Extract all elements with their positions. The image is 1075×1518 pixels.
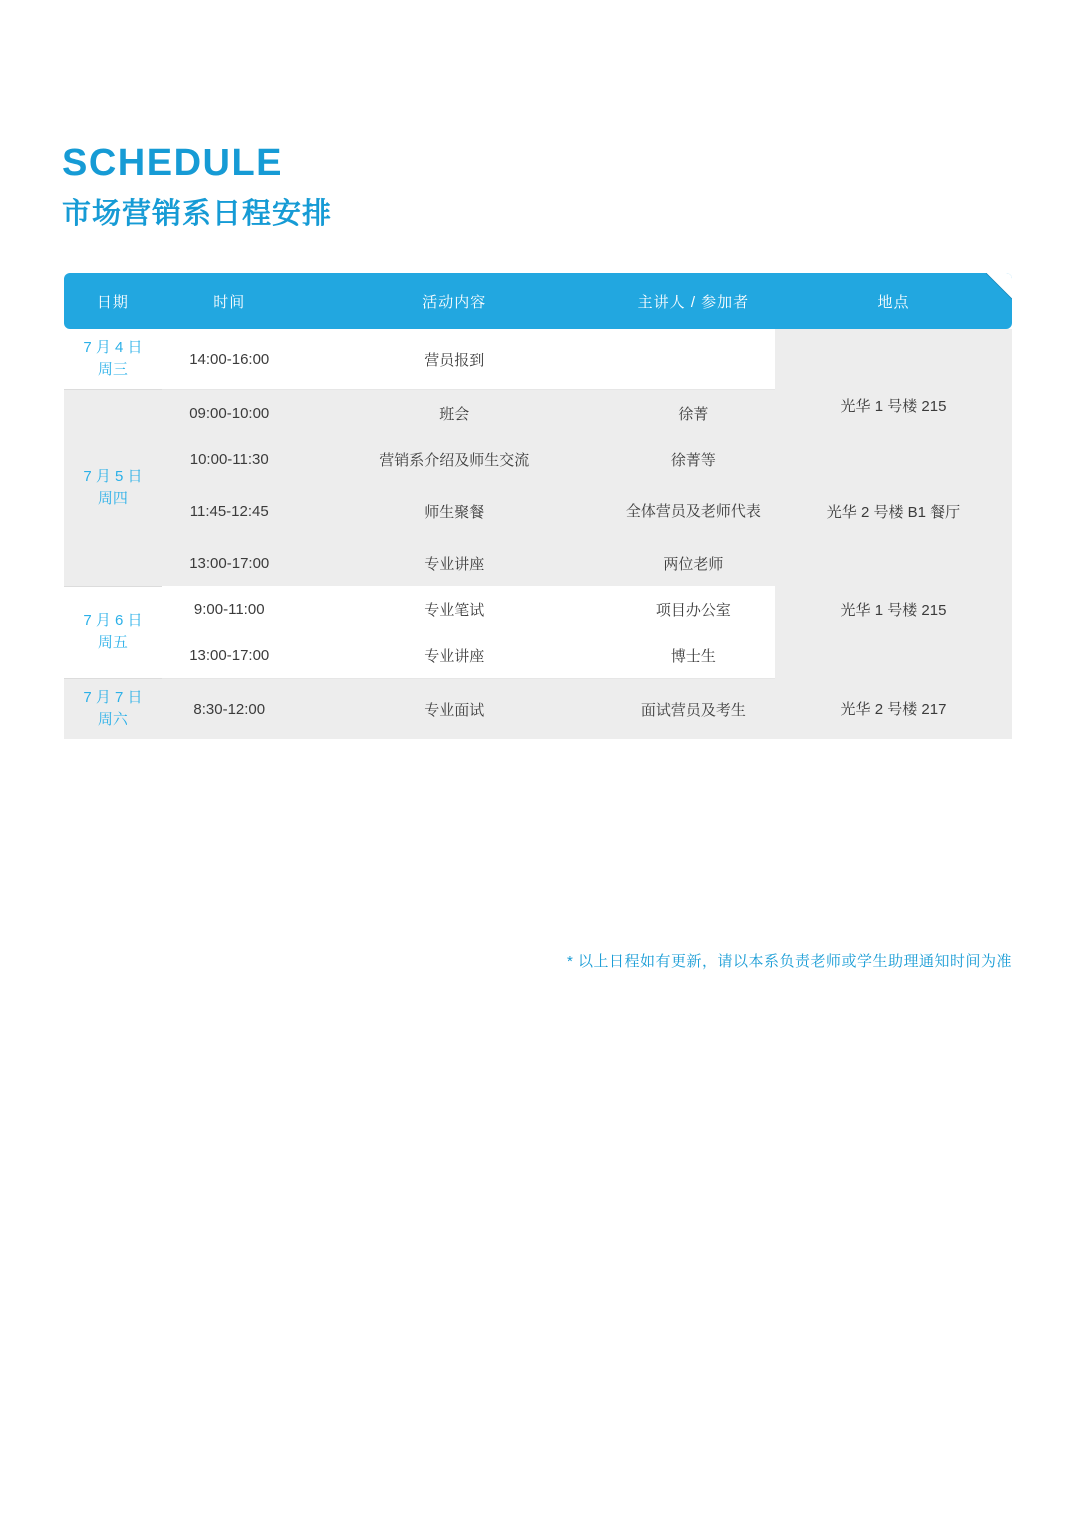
cell-activity: 专业讲座 — [297, 540, 612, 586]
cell-time: 8:30-12:00 — [162, 679, 297, 740]
table-row — [64, 482, 1012, 540]
cell-date-line1: 7 月 7 日 — [83, 689, 143, 706]
cell-speaker: 全体营员及老师代表 — [612, 482, 775, 540]
cell-date-line2: 周三 — [97, 361, 128, 378]
schedule-table — [64, 273, 1012, 739]
column-header-location — [775, 273, 1012, 329]
cell-time: 13:00-17:00 — [162, 540, 297, 586]
cell-date — [64, 329, 162, 390]
cell-time: 9:00-11:00 — [162, 586, 297, 632]
cell-time: 10:00-11:30 — [162, 436, 297, 482]
cell-speaker: 项目办公室 — [612, 586, 775, 632]
footnote: * 以上日程如有更新，请以本系负责老师或学生助理通知时间为准 — [566, 953, 1012, 970]
cell-activity: 班会 — [297, 390, 612, 437]
cell-date-line2: 周六 — [97, 711, 128, 728]
table-header-row — [64, 273, 1012, 329]
cell-date-line2: 周四 — [97, 489, 128, 507]
column-header-date: 日期 — [64, 273, 162, 329]
cell-activity: 专业面试 — [297, 679, 612, 740]
column-header-speaker: 主讲人 / 参加者 — [612, 273, 775, 329]
cell-location: 光华 2 号楼 217 — [775, 679, 1012, 740]
cell-date-line1: 7 月 6 日 — [83, 612, 143, 630]
corner-fold-icon — [986, 273, 1012, 299]
cell-speaker: 徐菁 — [612, 390, 775, 437]
page-title-en: SCHEDULE — [62, 142, 284, 184]
cell-time: 09:00-10:00 — [162, 390, 297, 437]
page-title-cn: 市场营销系日程安排 — [62, 198, 333, 230]
cell-location: 光华 2 号楼 B1 餐厅 — [775, 482, 1012, 540]
cell-date-line2: 周五 — [97, 634, 128, 652]
cell-speaker: 面试营员及考生 — [612, 679, 775, 740]
cell-date-line1: 7 月 5 日 — [83, 467, 143, 485]
cell-speaker — [612, 329, 775, 390]
cell-location: 光华 1 号楼 215 — [775, 540, 1012, 679]
cell-activity: 营员报到 — [297, 329, 612, 390]
table-row — [64, 679, 1012, 740]
cell-speaker: 博士生 — [612, 632, 775, 679]
column-header-location-label: 地点 — [877, 293, 910, 311]
table-row — [64, 540, 1012, 586]
column-header-time: 时间 — [162, 273, 297, 329]
cell-activity: 师生聚餐 — [297, 482, 612, 540]
title-block — [62, 140, 332, 236]
cell-date — [64, 679, 162, 740]
cell-activity: 专业讲座 — [297, 632, 612, 679]
cell-activity: 营销系介绍及师生交流 — [297, 436, 612, 482]
cell-activity: 专业笔试 — [297, 586, 612, 632]
column-header-activity: 活动内容 — [297, 273, 612, 329]
cell-date — [64, 586, 162, 679]
cell-time: 13:00-17:00 — [162, 632, 297, 679]
cell-time: 11:45-12:45 — [162, 482, 297, 540]
table-row — [64, 329, 1012, 390]
cell-date-line1: 7 月 4 日 — [83, 339, 143, 356]
cell-date — [64, 390, 162, 587]
schedule-table-wrap — [64, 273, 1012, 739]
cell-speaker: 徐菁等 — [612, 436, 775, 482]
cell-time: 14:00-16:00 — [162, 329, 297, 390]
cell-speaker: 两位老师 — [612, 540, 775, 586]
cell-location: 光华 1 号楼 215 — [775, 329, 1012, 482]
